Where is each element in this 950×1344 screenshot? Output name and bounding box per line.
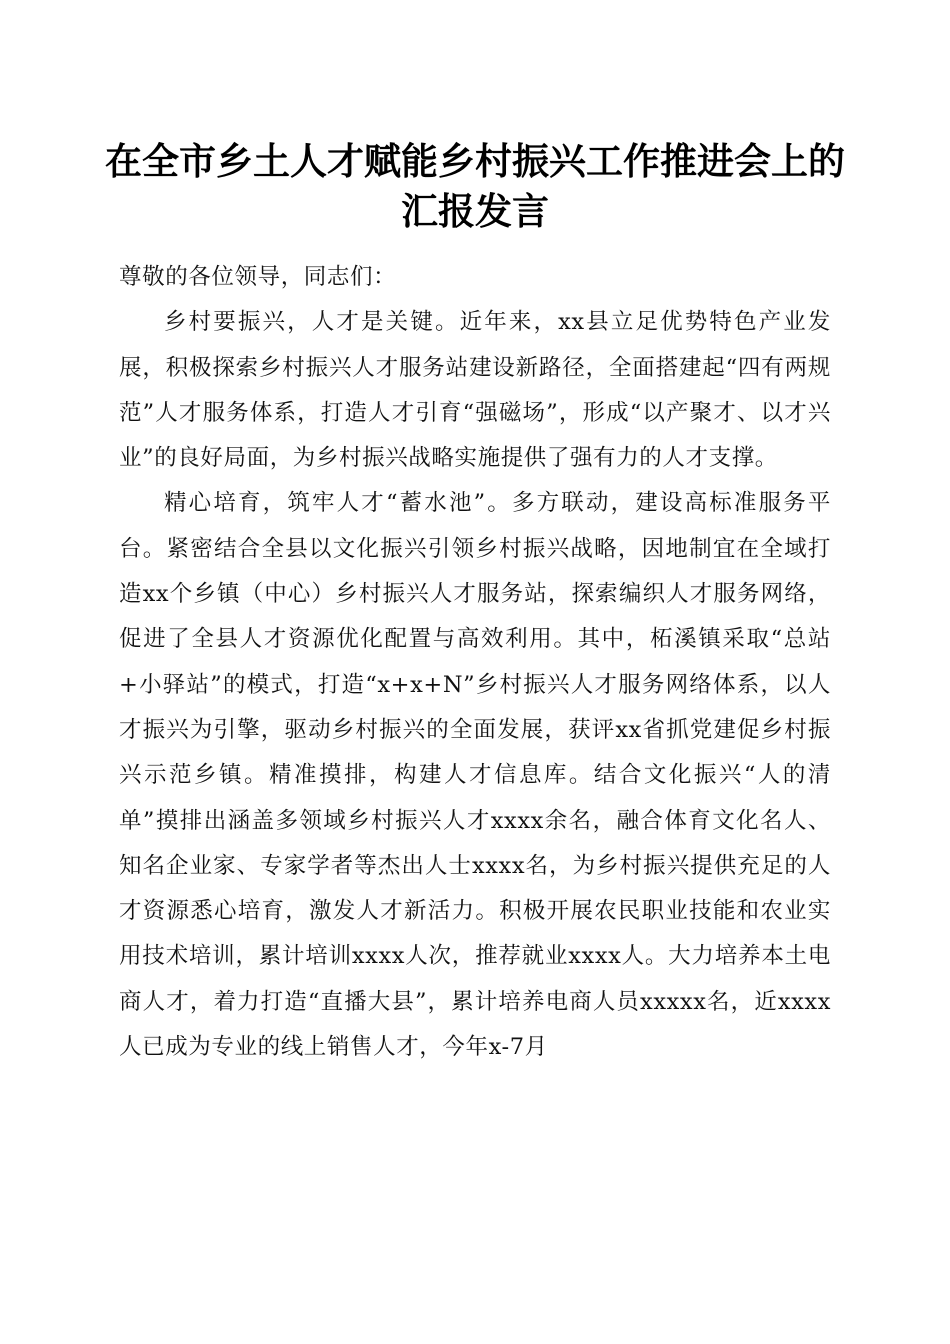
paragraph-intro: 乡村要振兴，人才是关键。近年来，xx县立足优势特色产业发展，积极探索乡村振兴人才服务站建设新路径，全面搭建起“四有两规范”人才服务体系，打造人才引育“强磁场”，形成“以产聚才、以才兴业”的良好局面，为乡村振兴战略实施提供了强有力的人才支撑。 xyxy=(119,309,831,472)
document-body xyxy=(119,255,831,1070)
salutation: 尊敬的各位领导，同志们： xyxy=(119,264,397,290)
paragraph-cultivation: 精心培育，筑牢人才“蓄水池”。多方联动，建设高标准服务平台。紧密结合全县以文化振兴引领乡村振兴战略，因地制宜在全域打造xx个乡镇（中心）乡村振兴人才服务站，探索编织人才服务网络，促进了全县人才资源优化配置与高效利用。其中，柘溪镇采取“总站+小驿站”的模式，打造“x+x+N”乡村振兴人才服务网络体系，以人才振兴为引擎，驱动乡村振兴的全面发展，获评xx省抓党建促乡村振兴示范乡镇。精准摸排，构建人才信息库。结合文化振兴“人的清单”摸排出涵盖多领域乡村振兴人才xxxx余名，融合体育文化名人、知名企业家、专家学者等杰出人士xxxx名，为乡村振兴提供充足的人才资源悉心培育，激发人才新活力。积极开展农民职业技能和农业实用技术培训，累计培训xxxx人次，推荐就业xxxx人。大力培养本土电商人才，着力打造“直播大县”，累计培养电商人员xxxxx名，近xxxx人已成为专业的线上销售人才，今年x-7月 xyxy=(119,490,831,1061)
document-title xyxy=(100,136,850,236)
title-line-1: 在全市乡土人才赋能乡村振兴工作推进会上的 xyxy=(105,139,845,183)
title-line-2: 汇报发言 xyxy=(401,189,549,233)
